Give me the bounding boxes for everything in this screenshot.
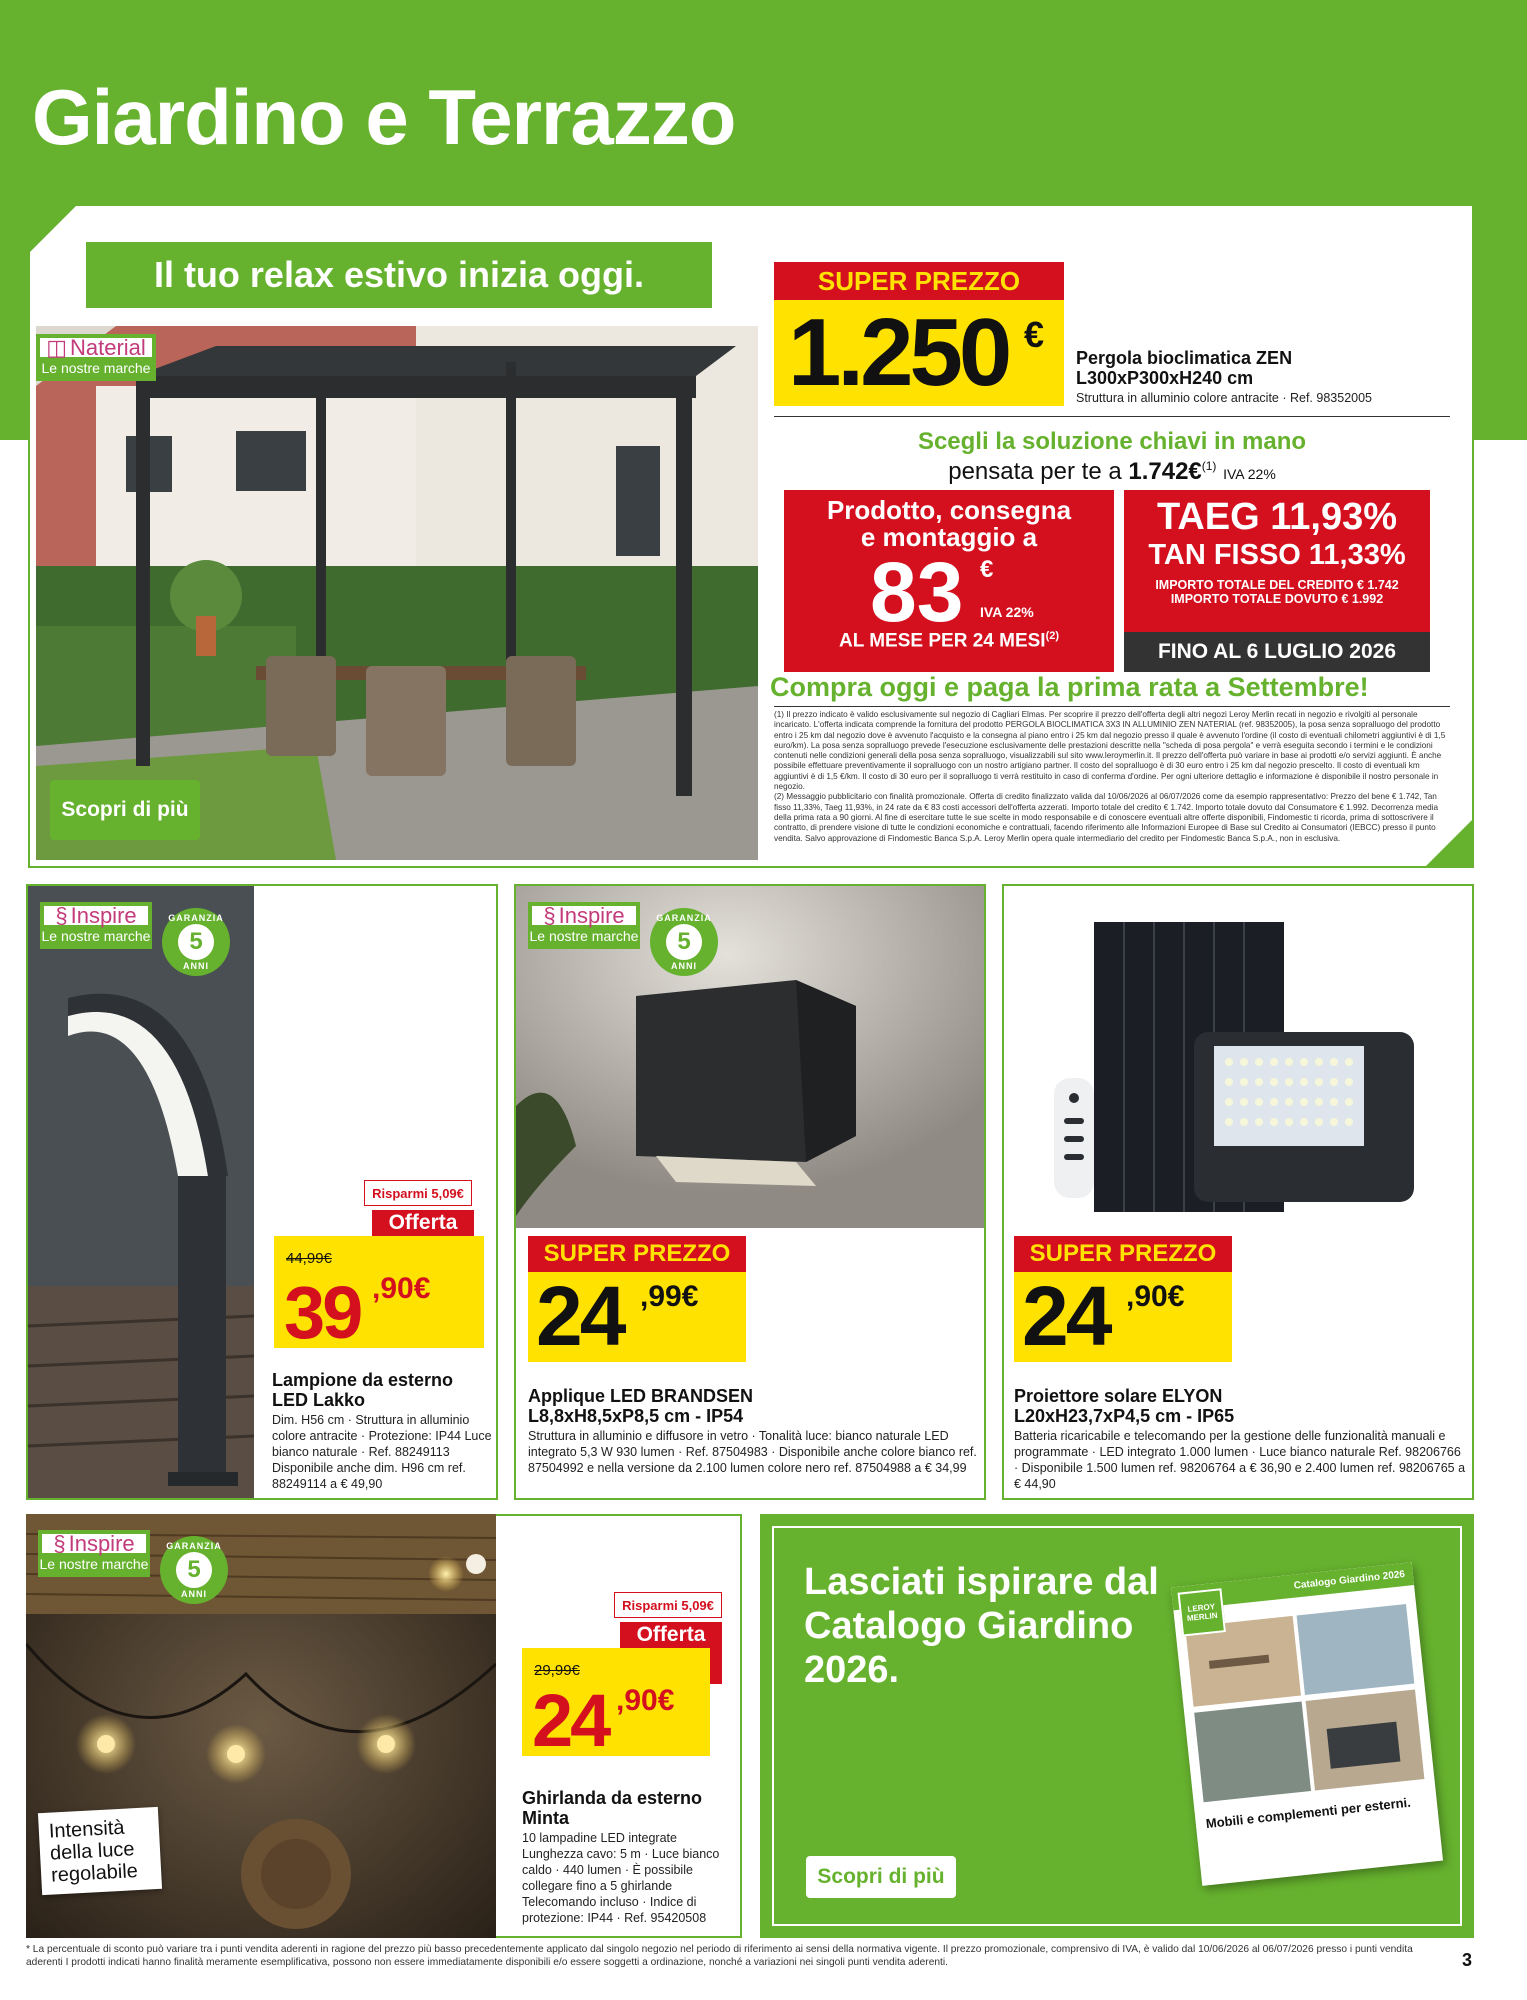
- taeg: TAEG 11,93%: [1156, 496, 1398, 538]
- compra-banner: Compra oggi e paga la prima rata a Settembre!: [770, 672, 1369, 702]
- hero-product-info: [1076, 348, 1456, 406]
- inspire-logo: [532, 903, 636, 928]
- super-prezzo-label: SUPER PREZZO: [1014, 1236, 1232, 1272]
- garanzia-top: GARANZIA: [656, 913, 712, 923]
- brand-tagline: Le nostre marche: [39, 1556, 149, 1572]
- garanzia-num: 5: [178, 924, 214, 960]
- price-box: [522, 1648, 710, 1762]
- brand-naterial: [36, 334, 156, 381]
- lakko-image: [28, 886, 254, 1498]
- garanzia-bottom: ANNI: [181, 1589, 207, 1599]
- hero-divider-2: [774, 706, 1450, 707]
- inspire-logo-icon: §: [55, 903, 68, 928]
- inspire-logo-icon: §: [53, 1531, 66, 1556]
- rata-note: (2): [1045, 630, 1060, 642]
- garanzia-num: 5: [666, 924, 702, 960]
- catalog-title: Lasciati ispirare dal Catalogo Giardino 2026.: [804, 1561, 1159, 1691]
- brand-name: Inspire: [68, 1531, 135, 1556]
- brand-tagline: Le nostre marche: [41, 928, 151, 944]
- page-number: 3: [1462, 1950, 1473, 1970]
- product-card-lakko[interactable]: [26, 884, 498, 1500]
- hero-price: 1.250: [788, 299, 1009, 406]
- inspire-logo: [44, 903, 148, 928]
- fino-box: FINO AL 6 LUGLIO 2026: [1124, 632, 1430, 672]
- product-name: Lampione da esterno LED Lakko: [272, 1370, 454, 1410]
- rata-amount: 83: [870, 545, 964, 639]
- hero-price-box: [774, 300, 1064, 406]
- chiavi-note: (1): [1201, 459, 1217, 473]
- rata-line1: Prodotto, consegna: [826, 495, 1072, 525]
- product-name: Applique LED BRANDSEN L8,8xH8,5xP8,5 cm - IP54: [528, 1386, 753, 1426]
- feature-note: Intensità della luce regolabile: [38, 1807, 162, 1895]
- brand-inspire: [38, 1530, 150, 1577]
- hero-price-currency: €: [1024, 314, 1045, 355]
- garanzia-badge: [650, 908, 718, 976]
- naterial-logo: [40, 335, 152, 360]
- catalog-cta-button[interactable]: Scopri di più: [806, 1856, 956, 1898]
- product-desc: Dim. H56 cm · Struttura in alluminio colore antracite · Protezione: IP44 Luce bianco naturale · Ref. 88249113 Disponibile anche dim. H96 cm ref. 88249114 a € 49,90: [272, 1413, 492, 1491]
- lakko-illustration: [28, 886, 254, 1498]
- brand-name: Inspire: [70, 903, 137, 928]
- super-prezzo-label: SUPER PREZZO: [774, 262, 1064, 300]
- brand-tagline: Le nostre marche: [41, 360, 151, 376]
- product-card-brandsen[interactable]: [514, 884, 986, 1500]
- hero-divider: [774, 416, 1450, 417]
- rata-amount-row: [784, 545, 1114, 639]
- rata-iva: IVA 22%: [980, 604, 1034, 620]
- hero-product-dims: L300xP300xH240 cm: [1076, 368, 1254, 388]
- brand-name: Naterial: [69, 335, 146, 360]
- garanzia-top: GARANZIA: [168, 913, 224, 923]
- risparmi-badge: Risparmi 5,09€: [364, 1180, 472, 1206]
- inspire-logo-icon: §: [543, 903, 556, 928]
- importo-credito: IMPORTO TOTALE DEL CREDITO € 1.742: [1155, 578, 1399, 592]
- product-info: [272, 1370, 492, 1492]
- fine-print-2: (2) Messaggio pubblicitario con finalità promozionale. Offerta di credito finalizzato valida dal 10/06/2026 al 06/07/2026 come da esempio rappresentativo: Prezzo del bene € 1.742, Tan fisso 11,33%, Taeg 11,93%, in 24 rate da € 83 costi accessori dell'offerta azzerati. Importo totale del credito € 1.742. Importo totale dovuto dal Consumatore € 1.992. Decorrenza media della prima rata a 90 giorni. Al fine di esercitare tutte le sue scelte in modo responsabile e di conoscere eventuali altre offerte disponibili, Findomestic ti ricorda, prima di sottoscrivere il contratto, di prendere visione di tutte le condizioni economiche e contrattuali, facendo riferimento alle Informazioni Europee di Base sul Credito ai Consumatori (IEBCC) presso il punto vendita. Salvo approvazione di Findomestic Banca S.p.A. Leroy Merlin opera quale intermediario del credito per Findomestic Banca S.p.A., non in esclusiva.: [774, 792, 1439, 843]
- old-price: 44,99€: [286, 1250, 332, 1267]
- price-int: 24: [532, 1679, 609, 1762]
- hero-section: [28, 204, 1474, 868]
- price-box: [274, 1236, 484, 1354]
- hero-fine-print: [774, 710, 1454, 844]
- chiavi-price: 1.742€: [1128, 458, 1202, 485]
- product-name: Ghirlanda da esterno Minta: [522, 1788, 703, 1828]
- price-int: 39: [284, 1271, 361, 1354]
- risparmi-badge: Risparmi 5,09€: [614, 1592, 722, 1618]
- garanzia-badge: [162, 908, 230, 976]
- brand-name: Inspire: [558, 903, 625, 928]
- garanzia-bottom: ANNI: [183, 961, 209, 971]
- super-prezzo-label: SUPER PREZZO: [528, 1236, 746, 1272]
- offerta-label: Offerta: [636, 1623, 706, 1646]
- product-name: Proiettore solare ELYON L20xH23,7xP4,5 cm - IP65: [1014, 1386, 1235, 1426]
- old-price: 29,99€: [534, 1662, 580, 1679]
- offerta-label: Offerta: [388, 1211, 458, 1234]
- hero-cta-button[interactable]: Scopri di più: [50, 780, 200, 840]
- garanzia-top: GARANZIA: [166, 1541, 222, 1551]
- footer-note: * La percentuale di sconto può variare tra i punti vendita aderenti in ragione del prezzo più basso precedentemente applicato dal singolo negozio nel periodo di riferimento ai sensi della normativa vigente. Il prezzo promozionale, comprensivo di IVA, è valido dal 10/06/2026 al 06/07/2026 presso i punti vendita aderenti I prodotti indicati hanno finalità meramente esemplificativa, possono non essere immediatamente disponibili e/o essere soggetti a ordinazione, nonché a variazioni nei singoli punti vendita aderenti.: [26, 1944, 1413, 1968]
- taeg-box: [1124, 490, 1430, 632]
- rata-currency: €: [980, 556, 994, 583]
- catalog-cover-brand: LEROY MERLIN: [1178, 1588, 1226, 1636]
- price-box: [528, 1269, 746, 1363]
- price-box: [1014, 1269, 1232, 1363]
- price-dec: ,99€: [640, 1280, 699, 1313]
- fine-print-1: (1) Il prezzo indicato è valido esclusivamente sul negozio di Cagliari Elmas. Per scoprire il prezzo dell'offerta degli altri negozi Leroy Merlin recati in negozio e rivolgiti al personale incaricato. L'offerta indicata comprende la fornitura del prodotto PERGOLA BIOCLIMATICA 3X3 IN ALLUMINIO ZEN NATERIAL (ref. 98352005), la posa senza sopralluogo del prodotto entro i 25 km dal negozio dove è avvenuto l'acquisto e la consegna al piano entro i 25 km dal negozio presso il quale è avvenuto l'ordine (il costo di eventuali chilometri aggiuntivi è di 1,5 euro/km). La posa senza sopralluogo prevede l'esecuzione esclusivamente delle prestazioni descritte nella "scheda di posa pergola" e verrà eseguita secondo i termini e le condizioni contenuti nelle condizioni generali della posa senza sopralluogo, visualizzabili sul sito www.leroymerlin.it. Il prezzo dell'offerta può variare in base ai prodotti e/o servizi aggiunti. È anche possibile effettuare preventivamente il sopralluogo con un nostro artigiano partner. Il costo del sopralluogo è di 30 euro entro i 25 km dal negozio prescelto. Il costo di eventuali km aggiuntivi è di 1,5 €/km. Il costo di 30 euro per il sopralluogo ti verrà restituito in caso di conferma d'ordine. Per ogni ulteriore dettaglio e informazione è disponibile il nostro personale in negozio.: [774, 710, 1446, 792]
- rata-line3: AL MESE PER 24 MESI: [838, 630, 1046, 652]
- hero-product-desc: Struttura in alluminio colore antracite · Ref. 98352005: [1076, 391, 1372, 405]
- product-info: [1014, 1386, 1468, 1492]
- inspire-logo: [42, 1531, 146, 1556]
- product-info: [522, 1788, 734, 1926]
- rata-box: [784, 490, 1114, 672]
- brand-tagline: Le nostre marche: [529, 928, 639, 944]
- corner-decoration: [30, 206, 76, 252]
- catalog-cover: [1171, 1562, 1443, 1886]
- product-info: [528, 1386, 980, 1476]
- product-desc: Batteria ricaricabile e telecomando per la gestione delle funzionalità manuali e programmate · LED integrato 1.000 lumen · Luce bianco naturale Ref. 98206766 · Disponibile 1.500 lumen ref. 98206764 a € 36,90 e 2.400 lumen ref. 98206765 a € 44,90: [1014, 1429, 1466, 1491]
- elyon-image: [1044, 922, 1444, 1222]
- brand-inspire: [40, 902, 152, 949]
- chiavi-sub: pensata per te a: [948, 458, 1122, 485]
- product-card-minta[interactable]: [26, 1514, 742, 1938]
- price-dec: ,90€: [372, 1272, 431, 1305]
- chiavi-subline: [774, 458, 1450, 486]
- product-desc: Struttura in alluminio e diffusore in vetro · Tonalità luce: bianco naturale LED integrato 5,3 W 930 lumen · Ref. 87504983 · Disponibile anche colore bianco ref. 87504992 e nella versione da 2.100 lumen colore nero ref. 87504988 a € 34,99: [528, 1429, 977, 1475]
- hero-product-name: Pergola bioclimatica ZEN: [1076, 348, 1293, 368]
- price-int: 24: [1022, 1269, 1110, 1363]
- elyon-illustration: [1044, 922, 1444, 1222]
- product-card-elyon[interactable]: [1002, 884, 1474, 1500]
- tan: TAN FISSO 11,33%: [1148, 539, 1406, 571]
- catalog-promo: [760, 1514, 1474, 1938]
- product-desc: 10 lampadine LED integrate Lunghezza cavo: 5 m · Luce bianco caldo · 440 lumen · È possibile collegare fino a 5 ghirlande Telecomando incluso · Indice di protezione: IP44 · Ref. 95420508: [522, 1831, 720, 1925]
- chiavi-iva: IVA 22%: [1223, 466, 1276, 482]
- rata-line2: e montaggio a: [860, 522, 1038, 552]
- catalog-cover-title: Mobili e complementi per esterni.: [1205, 1794, 1412, 1832]
- price-dec: ,90€: [1126, 1280, 1185, 1313]
- garanzia-num: 5: [176, 1552, 212, 1588]
- garanzia-badge: [160, 1536, 228, 1604]
- naterial-logo-icon: ◫: [46, 335, 67, 360]
- garanzia-bottom: ANNI: [671, 961, 697, 971]
- hero-ribbon: Il tuo relax estivo inizia oggi.: [86, 242, 712, 308]
- chiavi-title: Scegli la soluzione chiavi in mano: [917, 428, 1307, 455]
- price-int: 24: [536, 1269, 624, 1363]
- catalog-cover-header: Catalogo Giardino 2026: [1171, 1562, 1414, 1610]
- price-dec: ,90€: [616, 1684, 675, 1717]
- importo-dovuto: IMPORTO TOTALE DOVUTO € 1.992: [1170, 592, 1384, 606]
- brand-inspire: [528, 902, 640, 949]
- page-title: Giardino e Terrazzo: [32, 73, 736, 161]
